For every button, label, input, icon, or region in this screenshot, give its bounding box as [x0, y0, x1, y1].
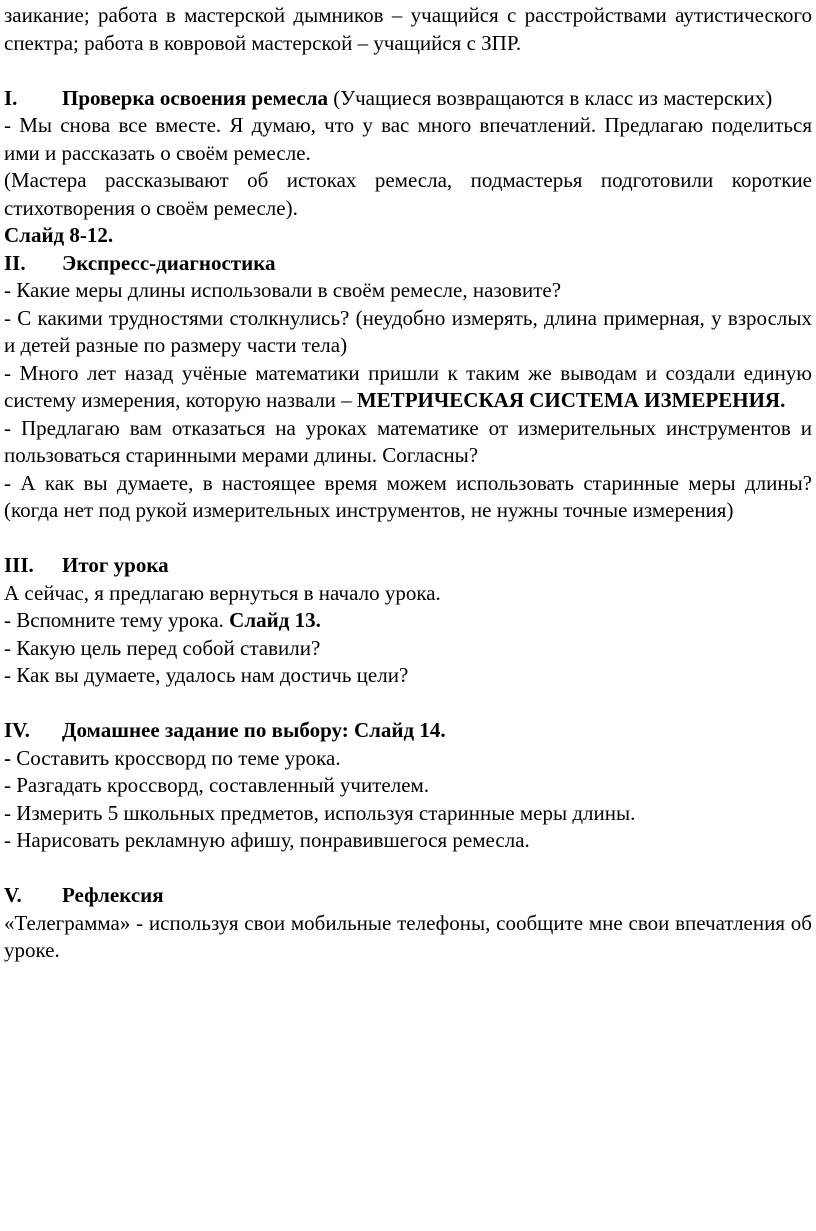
section-1-number: I.: [4, 85, 18, 110]
section-4-l1-dash: -: [4, 745, 11, 770]
section-3-number: III.: [4, 553, 34, 577]
section-2-question-3: [4, 360, 812, 415]
section-4-line-2: - Разгадать кроссворд, составленный учителем.: [4, 773, 430, 797]
section-2-q3-text: - Много лет назад учёные математики пришли к таким же выводам и создали единую систему измерения, которую назвали –: [4, 360, 812, 412]
section-4-title: Домашнее задание по выбору: Слайд 14.: [62, 718, 446, 742]
section-1-heading: [4, 85, 812, 113]
section-1-note: (Учащиеся возвращаются в класс из мастерских): [328, 85, 773, 110]
section-3-line-4: - Как вы думаете, удалось нам достичь цели?: [4, 663, 409, 687]
section-5-heading: [4, 882, 812, 910]
spacer: [4, 855, 812, 883]
section-4-l1-text: Составить кроссворд по теме урока.: [11, 745, 341, 770]
section-5-title: Рефлексия: [62, 883, 164, 907]
section-1-slide: Слайд 8-12.: [4, 223, 114, 247]
section-3-heading: [4, 552, 812, 580]
section-2-number: II.: [4, 250, 26, 275]
section-3-line-2: [4, 607, 812, 635]
section-4-line-4: - Нарисовать рекламную афишу, понравившегося ремесла.: [4, 828, 530, 852]
section-3-title: Итог урока: [62, 553, 169, 577]
section-4-number: IV.: [4, 718, 30, 742]
spacer: [4, 57, 812, 85]
section-2-question-2: - С какими трудностями столкнулись? (неудобно измерять, длина примерная, у взрослых и детей разные по размеру части тела): [4, 305, 812, 357]
section-2-question-5: - А как вы думаете, в настоящее время можем использовать старинные меры длины? (когда нет под рукой измерительных инструментов, не нужны точные измерения): [4, 470, 812, 522]
intro-paragraph: заикание; работа в мастерской дымников – учащийся с расстройствами аутистического спектра; работа в ковровой мастерской – учащийся с ЗПР.: [4, 3, 812, 55]
section-2-question-4: - Предлагаю вам отказаться на уроках математике от измерительных инструментов и пользоваться старинными мерами длины. Согласны?: [4, 415, 812, 467]
section-3-line-1: А сейчас, я предлагаю вернуться в начало урока.: [4, 580, 441, 605]
section-2-heading: [4, 250, 812, 278]
section-3-line-3: - Какую цель перед собой ставили?: [4, 635, 321, 660]
section-1-paragraph-2: (Мастера рассказывают об истоках ремесла, подмастерья подготовили короткие стихотворения о своём ремесле).: [4, 168, 812, 220]
section-4-heading: [4, 717, 812, 745]
section-3-l2-slide: Слайд 13.: [229, 608, 321, 632]
section-4-line-3: - Измерить 5 школьных предметов, используя старинные меры длины.: [4, 800, 636, 825]
section-5-number: V.: [4, 883, 22, 907]
spacer: [4, 525, 812, 553]
section-1-title: Проверка освоения ремесла: [62, 85, 328, 110]
section-2-question-1: - Какие меры длины использовали в своём ремесле, назовите?: [4, 278, 562, 302]
section-2-q3-bold: МЕТРИЧЕСКАЯ СИСТЕМА ИЗМЕРЕНИЯ.: [356, 388, 786, 412]
document-page: [0, 2, 816, 1231]
section-4-line-1: [4, 745, 812, 773]
section-5-text: «Телеграмма» - используя свои мобильные телефоны, сообщите мне свои впечатления об уроке.: [4, 910, 812, 962]
section-2-title: Экспресс-диагностика: [62, 250, 276, 275]
section-1-paragraph-1: - Мы снова все вместе. Я думаю, что у вас много впечатлений. Предлагаю поделиться ими и рассказать о своём ремесле.: [4, 113, 812, 165]
spacer: [4, 690, 812, 718]
section-3-l2-text: - Вспомните тему урока.: [4, 608, 230, 632]
